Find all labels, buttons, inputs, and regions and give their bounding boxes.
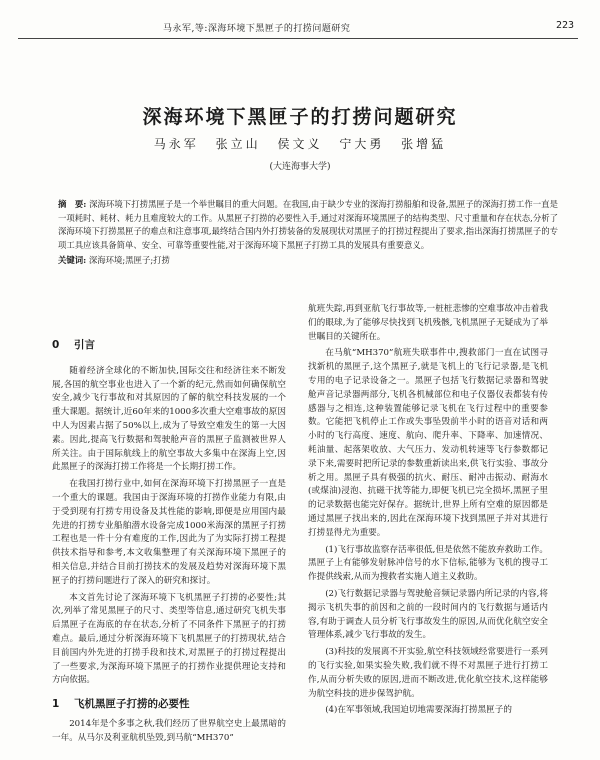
abstract-text: 深海环境下打捞黑匣子是一个举世瞩目的重大问题。在我国,由于缺少专业的深海打捞船舶和设备,黑匣子的深海打捞工作一直是一项耗时、耗材、耗力且难度较大的工作。从黑匣子打捞的必要性入手,通过对深海环境黑匣子的结构类型、尺寸重量和存在状态,分析了深海环境下打捞黑匣子的难点和注意事项,最终结合国内外打捞装备的发展现状对黑匣子的打捞过程提出了要求,指出深海打捞黑匣子的专项工具应该具备简单、安全、可靠等重要性能,对于深海环境下黑匣子打捞工具的发展具有重要意义。 (58, 199, 558, 250)
body-paragraph: 随着经济全球化的不断加快,国际交往和经济往来不断发展,各国的航空事业也进入了一个新的纪元,然而如何确保航空安全,减少飞行事故和对其原因的了解的航空科技发展的一个重大课题。据统计,近60年来的1000多次重大空难事故的原因中人为因素占据了50%以上,成为了导致空难发生的第一大因素。因此,提高飞行数据和驾驶舱声音的黑匣子监测被世界人所关注。由于国际航线上的航空事故大多集中在深海上空,因此黑匣子的深海打捞工作将是一个长期打捞工作。 (52, 365, 286, 473)
abstract-block (58, 198, 558, 268)
keywords-text: 深海环境;黑匣子;打捞 (88, 255, 170, 266)
author-name: 侯文义 (277, 137, 323, 151)
section-number: 0 (52, 339, 60, 351)
abstract-label: 摘 要: (58, 199, 87, 209)
page-header (18, 20, 578, 39)
body-paragraph: 本文首先讨论了深海环境下飞机黑匣子打捞的必要性;其次,列举了常见黑匣子的尺寸、类型等信息,通过研究飞机失事后黑匣子在海底的存在状态,分析了不同条件下黑匣子的打捞难点。最后,通过分析深海环境下飞机黑匣子的打捞现状,结合目前国内外先进的打捞手段和技术,对黑匣子的打捞过程提出了一些要求,为深海环境下黑匣子的打捞作业提供理论支持和方向依据。 (52, 592, 286, 686)
body-paragraph: 在马航“MH370”航班失联事件中,搜救部门一直在试图寻找新机的黑匣子,这个黑匣子,就是飞机上的飞行记录器,是飞机专用的电子记录设备之一。黑匣子包括飞行数据记录器和驾驶舱声音记录器两部分,飞机各机械部位和电子仪器仪表都装有传感器与之相连,这种装置能够记录飞机在飞行过程中的重要参数。它能把飞机停止工作或失事坠毁前半小时的语音对话和两小时的飞行高度、速度、航向、爬升率、下降率、加速情况、耗油量、起落架收放、大气压力、发动机转速等飞行参数都记录下来,需要时把所记录的参数重新读出来,供飞行实验、事故分析之用。黑匣子具有极强的抗火、耐压、耐冲击振动、耐海水(或煤油)浸泡、抗磁干扰等能力,即便飞机已完全损坏,黑匣子里的记录数据也能完好保存。据统计,世界上所有空难的原因都是通过黑匣子找出来的,因此在深海环境下找到黑匣子并对其进行打捞显得尤为重要。 (308, 348, 548, 538)
author-name: 张立山 (215, 137, 261, 151)
abstract-paragraph (58, 198, 558, 252)
author-list (0, 135, 600, 152)
list-item: (4)在军事领域,我国迫切地需要深海打捞黑匣子的 (325, 705, 512, 716)
list-item: (1)飞行事故监察存活率很低,但是依然不能放弃救助工作。黑匣子上有能够发射脉冲信号的水下信标,能够为飞机的搜寻工作提供线索,从而为搜救者实施人道主义救助。 (308, 544, 548, 583)
section-number: 1 (52, 698, 60, 711)
paper-title: 深海环境下黑匣子的打捞问题研究 (142, 106, 458, 128)
section-title: 引言 (74, 339, 95, 351)
keywords-label: 关键词: (58, 255, 87, 266)
section-heading-introduction (52, 339, 286, 353)
list-item: (3)科技的发展离不开实验,航空科技领域经常要进行一系列的飞行实验,如果实验失败,我们就不得不对黑匣子进行打捞工作,从而分析失败的原因,进而不断改进,优化航空技术,这样能够为航空科技的进步保驾护航。 (308, 647, 548, 699)
affiliation: (大连海事大学) (269, 162, 331, 172)
body-paragraph: 航班失踪,再到亚航飞行事故等,一桩桩悲惨的空难事故冲击着我们的眼球,为了能够尽快找到飞机残骸,飞机黑匣子无疑成为了举世瞩目的关键所在。 (308, 304, 548, 342)
section-heading-necessity (52, 698, 286, 712)
running-title: 马永军,等:深海环境下黑匣子的打捞问题研究 (163, 24, 351, 34)
body-paragraph: 2014年是个多事之秋,我们经历了世界航空史上最黑暗的一年。从马尔及利亚航机坠毁,到马航“MH370” (52, 718, 286, 743)
right-column (308, 303, 548, 721)
author-name: 马永军 (153, 137, 199, 151)
keywords-line (58, 254, 558, 268)
author-name: 张增猛 (401, 137, 447, 151)
body-paragraph: 在我国打捞行业中,如何在深海环境下打捞黑匣子一直是一个重大的课题。我国由于深海环境的打捞作业能力有限,由于受到现有打捞专用设备及其性能的影响,即便是应用国内最先进的打捞专业船舶潜水设备完成1000米海深的黑匣子打捞工程也是一件十分有难度的工作,因此为了为实际打捞工程提供技术指导和参考,本文收集整理了有关深海环境下黑匣子的相关信息,并结合目前打捞技术的发展及趋势对深海环境下黑匣子的打捞问题进行了深入的研究和探讨。 (52, 479, 286, 586)
author-name: 宁大勇 (339, 137, 385, 151)
section-title: 飞机黑匣子打捞的必要性 (74, 698, 190, 711)
page-number: 223 (555, 20, 574, 31)
list-item: (2)飞行数据记录器与驾驶舱音频记录器内所记录的内容,将揭示飞机失事的前因和之前的一段时间内的飞行数据与通话内容,有助于调查人员分析飞行事故发生的原因,从而优化航空安全管理体系,减少飞行事故的发生。 (308, 588, 548, 641)
left-column (52, 303, 286, 749)
